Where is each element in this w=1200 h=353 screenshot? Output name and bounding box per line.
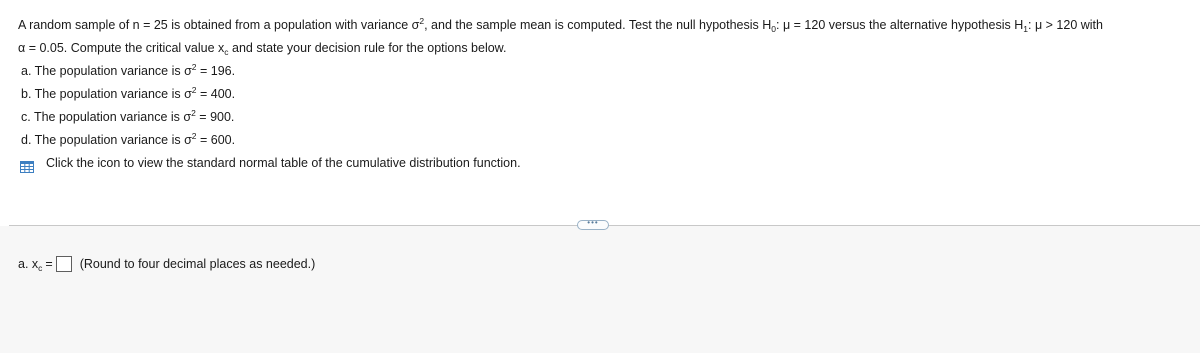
intro-text: α = 0.05. Compute the critical value x — [18, 41, 225, 55]
intro-text: and state your decision rule for the options below. — [228, 41, 507, 55]
option-b — [18, 83, 1200, 106]
option-a — [18, 60, 1200, 83]
option-d — [18, 129, 1200, 152]
option-text: d. The population variance is σ — [21, 133, 192, 147]
intro-text: , and the sample mean is computed. Test the null hypothesis H — [424, 18, 772, 32]
option-c — [18, 106, 1200, 129]
option-text: b. The population variance is σ — [21, 87, 192, 101]
answer-row — [18, 256, 315, 272]
superscript: 2 — [191, 85, 197, 95]
subscript: 0 — [771, 24, 777, 34]
ellipsis-icon: ••• — [587, 218, 599, 227]
superscript: 2 — [191, 131, 197, 141]
subscript: c — [38, 263, 43, 273]
option-text: a. The population variance is σ — [21, 64, 192, 78]
intro-text: : μ = 120 versus the alternative hypothesis H — [776, 18, 1024, 32]
option-text: c. The population variance is σ — [21, 110, 192, 124]
option-value: = 400. — [196, 87, 236, 101]
option-value: = 600. — [196, 133, 236, 147]
normal-table-link[interactable] — [18, 152, 1200, 175]
critical-value-input[interactable] — [56, 256, 72, 272]
answer-panel — [0, 226, 1200, 353]
rounding-hint: (Round to four decimal places as needed.) — [79, 257, 316, 271]
problem-line-1 — [18, 14, 1200, 37]
problem-line-2 — [18, 37, 1200, 60]
answer-label-text: a. x — [18, 257, 39, 271]
expand-more-button[interactable] — [577, 220, 609, 230]
option-value: = 900. — [195, 110, 235, 124]
subscript: c — [224, 47, 229, 57]
superscript: 2 — [419, 16, 425, 26]
subscript: 1 — [1023, 24, 1029, 34]
intro-text: : μ > 120 with — [1028, 18, 1103, 32]
problem-statement — [18, 14, 1200, 175]
superscript: 2 — [191, 108, 196, 118]
intro-text: A random sample of n = 25 is obtained from a population with variance σ — [18, 18, 420, 32]
answer-label — [18, 257, 53, 271]
superscript: 2 — [191, 62, 197, 72]
equals-sign: = — [45, 257, 53, 271]
option-value: = 196. — [196, 64, 236, 78]
table-grid-icon[interactable] — [20, 158, 34, 170]
table-link-text[interactable]: Click the icon to view the standard normal table of the cumulative distribution function. — [46, 156, 521, 170]
